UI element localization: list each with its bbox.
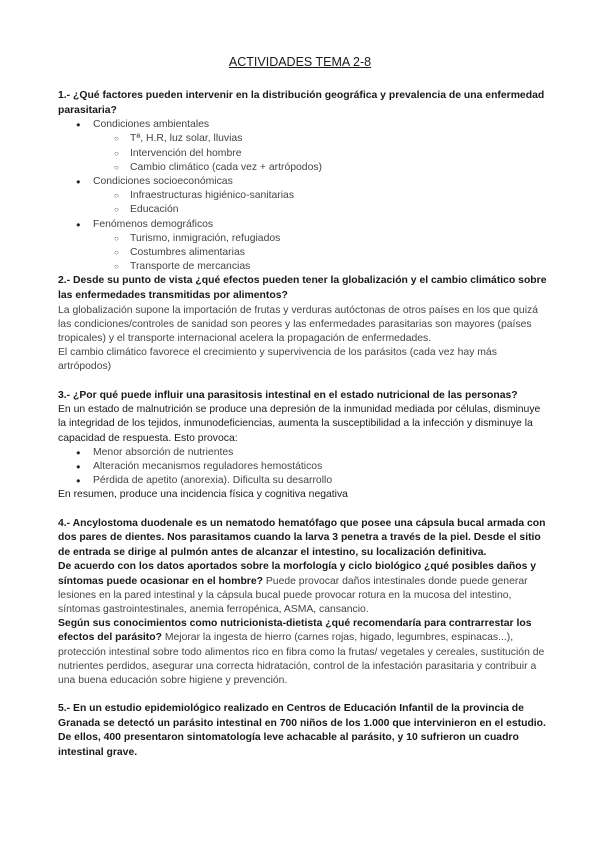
q1-sub-item: ○ Infraestructuras higiénico-sanitarias [58, 189, 548, 203]
q3-answer-intro: En un estado de malnutrición se produce una depresión de la inmunidad mediada por células, disminuye la integridad de los tejidos, inmunodeficiencias, aumenta la susceptibilidad a la infección y disminuye la capacidad de respuesta. Esto provoca: [58, 404, 541, 444]
q3-bullet: ● Menor absorción de nutrientes [58, 446, 548, 460]
page-title: ACTIVIDADES TEMA 2-8 [228, 55, 372, 69]
question-3: 3.- ¿Por qué puede influir una parasitosis intestinal en el estado nutricional de las personas? [58, 389, 518, 401]
q3-summary: En resumen, produce una incidencia física y cognitiva negativa [58, 489, 348, 501]
spacer [58, 503, 548, 517]
question-5: 5.- En un estudio epidemiológico realizado en Centros de Educación Infantil de la provincia de Granada se detectó un parásito intestinal en 700 niños de los 1.000 que intervinieron en el estudio. De ellos, 400 presentaron sintomatología leve achacable al parásito, y 10 sufrieron un cuadro intestinal grave. [58, 703, 546, 759]
question-4: 4.- Ancylostoma duodenale es un nematodo hematófago que posee una cápsula bucal armada con dos pares de dientes. Nos parasitamos cuando la larva 3 penetra a través de la piel. Desde el sitio de entrada se dirige al pulmón antes de alcanzar el intestino, su localización definitiva. [58, 517, 546, 558]
spacer [58, 688, 548, 702]
q3-bullet: ● Alteración mecanismos reguladores hemostáticos [58, 460, 548, 474]
q1-sub-item: ○ Educación [58, 203, 548, 217]
q1-sub-item: ○ Tª, H.R, luz solar, lluvias [58, 132, 548, 146]
q1-sub-item: ○ Transporte de mercancias [58, 260, 548, 274]
q1-list [58, 118, 548, 274]
q1-group-label: ● Condiciones socioeconómicas [58, 175, 548, 189]
spacer [58, 375, 548, 389]
q3-list [58, 446, 548, 489]
q2-answer-paragraph: La globalización supone la importación de frutas y verduras autóctonas de otros países en los que quizá las condiciones/controles de sanidad son peores y las enfermedades parasitarias son mayores (países tropicales) y el transporte internacional acelera la propagación de enfermedades. [58, 304, 538, 345]
q1-sub-item: ○ Costumbres alimentarias [58, 246, 548, 260]
q1-sub-item: ○ Turismo, inmigración, refugiados [58, 232, 548, 246]
q4-sub-1 [58, 560, 548, 617]
q3-bullet: ● Pérdida de apetito (anorexia). Dificulta su desarrollo [58, 474, 548, 488]
q4-sub-2-question: Según sus conocimientos como nutricionista-dietista ¿qué recomendaría para contrarrestar los efectos del parásito? [58, 618, 532, 644]
document-body [58, 89, 548, 761]
q1-group-label: ● Fenómenos demográficos [58, 218, 548, 232]
q4-sub-1-answer: Puede provocar daños intestinales donde puede generar lesiones en la pared intestinal y la cápsula bucal puede provocar rotura en la mucosa del intestino, síntomas gastrointestinales, anemia ferropénica, ASMA, cansancio. [58, 575, 528, 616]
q4-sub-2-answer: Mejorar la ingesta de hierro (carnes rojas, higado, legumbres, espinacas...), protección intestinal sobre todo alimentos rico en fibra como la frutas/ vegetales y cereales, sustitución de nutrientes perdidos, asegurar una correcta hidratación, control de la infestación parasitaria y contribuir a una buena educación sobre higiene y prevención. [58, 632, 545, 687]
question-1: 1.- ¿Qué factores pueden intervenir en la distribución geográfica y prevalencia de una enfermedad parasitaria? [58, 90, 545, 116]
q1-sub-item: ○ Intervención del hombre [58, 147, 548, 161]
q4-sub-1-question: De acuerdo con los datos aportados sobre la morfología y ciclo biológico ¿qué posibles daños y síntomas puede ocasionar en el hombre? [58, 561, 537, 587]
q2-answer-paragraph: El cambio climático favorece el crecimiento y supervivencia de los parásitos (cada vez hay más artrópodos) [58, 347, 497, 373]
question-2: 2.- Desde su punto de vista ¿qué efectos pueden tener la globalización y el cambio climático sobre las enfermedades transmitidas por alimentos? [58, 275, 547, 302]
q4-sub-2 [58, 617, 548, 688]
q1-group-label: ● Condiciones ambientales [58, 118, 548, 132]
q1-sub-item: ○ Cambio climático (cada vez + artrópodos) [58, 161, 548, 175]
